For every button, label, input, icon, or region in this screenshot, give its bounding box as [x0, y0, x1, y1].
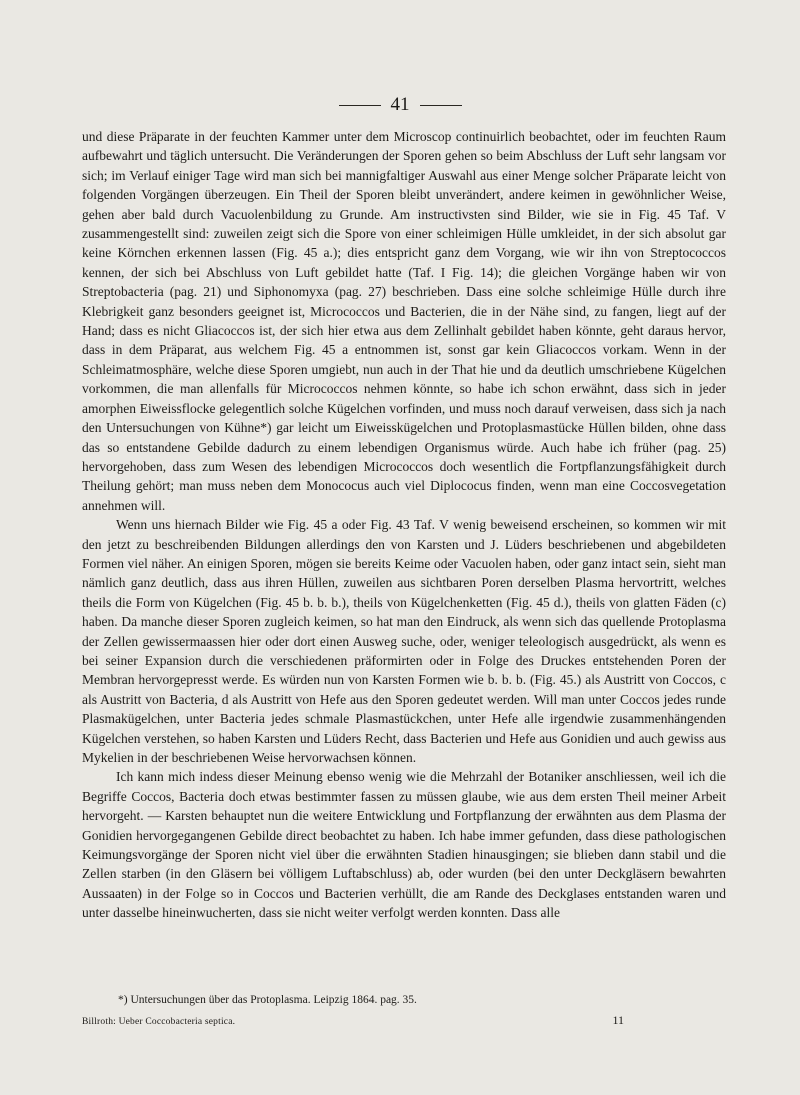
- page-header: [0, 94, 800, 116]
- sheet-number: 11: [612, 1013, 624, 1027]
- paragraph: Wenn uns hiernach Bilder wie Fig. 45 a oder Fig. 43 Taf. V wenig beweisend erscheinen, so kommen wir mit den jetzt zu beschreibenden Bildungen allerdings den von Karsten und J. Lüders beschriebenen und abgebildeten Formen viel näher. An einigen Sporen, mögen sie bereits Keime oder Vacuolen haben, oder ganz intact sein, sieht man nämlich ganz deutlich, dass aus ihren Hüllen, zuweilen aus sichtbaren Poren derselben Plasma hervortritt, welches theils die Form von Kügelchen (Fig. 45 b. b. b.), theils von Kügelchenketten (Fig. 45 d.), theils von glatten Fäden (c) haben. Da manche dieser Sporen zugleich keimen, so hat man den Eindruck, als wenn sich das quellende Protoplasma der Zellen gewissermaassen hier oder dort einen Ausweg suche, oder, weniger teleologisch ausgedrückt, als wenn es bei seiner Expansion durch die verschiedenen präformirten oder in Folge des Druckes entstehenden Poren der Membran hervorgepresst werde. Es würden nun von Karsten Formen wie b. b. b. (Fig. 45.) als Austritt von Coccos, c als Austritt von Bacteria, d als Austritt von Hefe aus den Sporen gedeutet werden. Will man unter Coccos jedes runde Plasmakügelchen, unter Bacteria jedes schmale Plasmastückchen, unter Hefe alle irgendwie zusammenhängenden Kügelchen verstehen, so haben Karsten und Lüders Recht, dass Bacterien und Hefe aus Gonidien und auch gewiss aus Mykelien in der beschriebenen Weise hervorwachsen können.: [82, 517, 726, 765]
- paragraph: Ich kann mich indess dieser Meinung ebenso wenig wie die Mehrzahl der Botaniker anschliessen, weil ich die Begriffe Coccos, Bacteria doch etwas bestimmter fassen zu müssen glaube, wie aus dem ersten Theil meiner Arbeit hervorgeht. — Karsten behauptet nun die weitere Entwicklung und Fortpflanzung der erwähnten aus dem Plasma der Gonidien hervorgegangenen Gebilde direct beobachtet zu haben. Ich habe immer gefunden, dass diese pathologischen Keimungsvorgänge der Sporen nicht viel über die erwähnten Stadien hinausgingen; sie blieben dann stabil und die Zellen starben (in den Gläsern bei völligem Luftabschluss) ab, oder wurden (bei den unter Deckgläsern bewahrten Aussaaten) in der Folge so in Coccos und Bacterien verhüllt, die am Rande des Deckglases entstanden waren und unter dasselbe hineinwucherten, dass sie nicht weiter verfolgt werden konnten. Dass alle: [82, 769, 726, 921]
- footnote: *) Untersuchungen über das Protoplasma. Leipzig 1864. pag. 35.: [118, 994, 417, 1006]
- header-rule-right: [420, 105, 462, 106]
- header-rule-left: [339, 105, 381, 106]
- page-footer: [82, 1013, 624, 1028]
- body-text: [82, 127, 726, 923]
- paragraph: und diese Präparate in der feuchten Kammer unter dem Microscop continuirlich beobachtet, oder im feuchten Raum aufbewahrt und täglich untersucht. Die Veränderungen der Sporen gehen so beim Abschluss der Luft sehr langsam vor sich; im Verlauf einiger Tage wird man sich bei mannigfaltiger Auswahl aus einer Menge solcher Präparate leicht von folgenden Vorgängen überzeugen. Ein Theil der Sporen bleibt unverändert, andere keimen in gewöhnlicher Weise, gehen aber bald durch Vacuolenbildung zu Grunde. Am instructivsten sind Bilder, wie sie in Fig. 45 Taf. V zusammengestellt sind: zuweilen zeigt sich die Spore von einer schleimigen Hülle umkleidet, in der sich absolut gar keine Körnchen erkennen lassen (Fig. 45 a.); dies entspricht ganz dem Vorgang, wie wir ihn von Streptococcos kennen, der sich bei Abschluss von Luft gebildet hatte (Taf. I Fig. 14); die gleichen Vorgänge haben wir von Streptobacteria (pag. 21) und Siphonomyxa (pag. 27) beschrieben. Dass eine solche schleimige Hülle durch ihre Klebrigkeit ganz besonders geeignet ist, Micrococcos und Bacterien, die in der Nähe sind, zu fangen, liegt auf der Hand; dass es nicht Gliacoccos ist, der sich hier etwa aus dem Zellinhalt gebildet haben könnte, geht daraus hervor, dass in dem Präparat, aus welchem Fig. 45 a entnommen ist, sonst gar kein Gliacoccos vorkam. Wenn in der Schleimatmosphäre, welche diese Sporen umgiebt, nun auch in der That hie und da deutlich umschriebene Kügelchen vorkommen, die man allenfalls für Micrococcos nehmen könnte, so habe ich schon erwähnt, dass sich in jeder amorphen Eiweissflocke gelegentlich solche Kügelchen vorfinden, und muss noch darauf verweisen, dass sich ja nach den Untersuchungen von Kühne*) gar leicht um Eiweisskügelchen und Protoplasmastücke Hüllen bilden, ohne dass das so entstandene Gebilde dadurch zu einem lebendigen Organismus würde. Auch habe ich früher (pag. 25) hervorgehoben, dass zum Wesen des lebendigen Micrococcos doch wesentlich die Fortpflanzungsfähigkeit durch Theilung gehört; man muss neben dem Monococus auch viel Diplococus finden, wenn man eine Coccosvegetation annehmen will.: [82, 129, 726, 513]
- page-number: 41: [390, 94, 410, 115]
- signature-line: Billroth: Ueber Coccobacteria septica.: [82, 1017, 236, 1027]
